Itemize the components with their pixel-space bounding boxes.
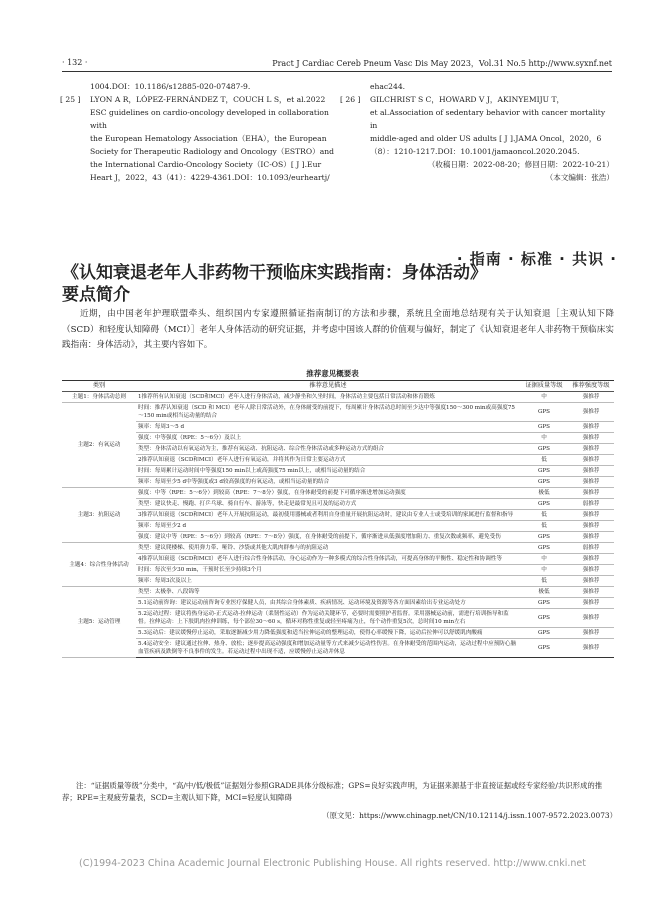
reference-entry: 1004.DOI：10.1186/s12885-020-07487-9. (90, 82, 251, 91)
table-row (62, 477, 614, 488)
evidence-grade-cell: 中 (520, 554, 568, 565)
evidence-grade-cell: GPS (520, 639, 568, 658)
section-banner: · 指南 · 标准 · 共识 · (456, 250, 617, 268)
references-left (60, 80, 336, 184)
evidence-grade-cell: 中 (520, 565, 568, 576)
reference-number: [ 25 ] (60, 95, 81, 104)
header-evidence-grade: 证据质量等级 (520, 381, 568, 392)
evidence-grade-cell: 低 (520, 521, 568, 532)
description-cell: 5.3运动后：建议缓慢停止运动，采取逐渐减少用力降低强度和适当拉伸运动的整理运动，使得心率缓慢下降，运动后拉伸可以舒缓肌肉酸痛 (136, 628, 520, 639)
description-cell: 5.1运动前咨询：建议运动前咨询专业医疗保健人员，由其综合身体素质、疾病情况、运动环境及资源等各方面因素给出专业运动处方 (136, 598, 520, 609)
description-cell: 时间：推荐认知衰退（SCD 和 MCI）老年人除日常活动外，在身体耐受的前提下，每周累计身体活动总时间至少达中等强度150～300 min或高强度75～150 min或相当运动量的结合 (136, 403, 520, 422)
evidence-grade-cell: 低 (520, 510, 568, 521)
description-cell: 时间：每周累计运动时间中等强度150 min以上或高强度75 min以上，或相当运动量的结合 (136, 466, 520, 477)
header-strength: 推荐强度等级 (568, 381, 614, 392)
description-cell: 5.2运动过程：建议将热身运动-正式运动-拉伸运动（柔韧性运动）作为运动关键环节，必要时需要照护者监督。采用器械运动前，需进行培训指导和监督。拉伸运动：上下肢肌肉拉伸训练，每个部位30～60 s，循环对称性重复或轻至疼痛为止，每个动作重复5次，总时间10 min左右 (136, 609, 520, 628)
evidence-grade-cell: 极低 (520, 488, 568, 499)
table-row (62, 565, 614, 576)
table-row (62, 403, 614, 422)
strength-cell: 强推荐 (568, 609, 614, 628)
strength-cell: 强推荐 (568, 466, 614, 477)
strength-cell: 强推荐 (568, 628, 614, 639)
strength-cell: 强推荐 (568, 455, 614, 466)
table-row (62, 521, 614, 532)
table-caption: 推荐意见概要表 (306, 369, 359, 378)
description-cell: 频率：每周3次及以上 (136, 576, 520, 587)
strength-cell: 强推荐 (568, 403, 614, 422)
reference-entry: [ 26 ] GILCHRIST S C，HOWARD V J，AKINYEMIJU T， et al.Association of sedentary behavior with cancer mortality in middle-aged and older US adults [ J ].JAMA Oncol，2020，6 （8）：1210-1217.DOI：10.1001/jamaoncol.2020.2045. (340, 95, 606, 156)
table-row (62, 576, 614, 587)
table-row (62, 598, 614, 609)
source-link[interactable]: （原文见：https://www.chinagp.net/CN/10.12114/j.issn.1007-9572.2023.0073） (322, 811, 617, 820)
table-row (62, 510, 614, 521)
journal-info: Pract J Cardiac Cereb Pneum Vasc Dis May 2023，Vol.31 No.5 http://www.syxnf.net (272, 59, 612, 68)
description-cell: 频率：每周至少5 d中等强度或3 d较高强度的有氧运动，或相当运动量的结合 (136, 477, 520, 488)
table-row (62, 639, 614, 658)
header-category: 类别 (62, 381, 136, 392)
evidence-grade-cell: GPS (520, 628, 568, 639)
description-cell: 时间：每次至少30 min，干预时长至少持续3个月 (136, 565, 520, 576)
table-row (62, 499, 614, 510)
reference-entry: ehac244. (370, 82, 406, 91)
category-cell: 主题5：运动管理 (62, 587, 136, 658)
evidence-grade-cell: GPS (520, 403, 568, 422)
evidence-grade-cell: GPS (520, 609, 568, 628)
strength-cell: 强推荐 (568, 488, 614, 499)
description-cell: 强度：中等（RPE：5～6分）到较高（RPE：7～8分）强度，在身体耐受的前提下可循序渐进增加运动强度 (136, 488, 520, 499)
editor-note: （本文编辑：张浩） (545, 173, 614, 182)
table-header-row (62, 381, 614, 392)
article-title: 《认知衰退老年人非药物干预临床实践指南：身体活动》 要点简介 (62, 263, 487, 305)
description-cell: 频率：每周3～5 d (136, 422, 520, 433)
description-cell: 4推荐认知衰退（SCD和MCI）老年人进行综合性身体活动，身心运动作为一种多模式的综合性身体活动，可提高身体的平衡性、稳定性和协调性等 (136, 554, 520, 565)
evidence-grade-cell: GPS (520, 598, 568, 609)
evidence-grade-cell: 中 (520, 433, 568, 444)
table-row (62, 466, 614, 477)
category-cell: 主题1：身体活动总则 (62, 392, 136, 403)
table-row (62, 433, 614, 444)
strength-cell: 强推荐 (568, 565, 614, 576)
strength-cell: 强推荐 (568, 422, 614, 433)
description-cell: 类型：身体活动以有氧运动为主，推荐有氧运动、抗阻运动、综合性身体活动或多种运动方式的组合 (136, 444, 520, 455)
evidence-grade-cell: GPS (520, 466, 568, 477)
strength-cell: 强推荐 (568, 554, 614, 565)
description-cell: 类型：建议爬楼梯、使用弹力带、哑铃、沙袋或其他大肌肉群参与的抗阻运动 (136, 543, 520, 554)
footer-watermark: (C)1994-2023 China Academic Journal Electronic Publishing House. All rights reserved. http://www.cnki.net (79, 858, 586, 869)
evidence-grade-cell: 低 (520, 455, 568, 466)
strength-cell: 强推荐 (568, 521, 614, 532)
description-cell: 频率：每周至少2 d (136, 521, 520, 532)
description-cell: 5.4运动安全：建议通过拉伸、热身、放松；逐步提高运动强度和增加运动量等方式来减少运动性伤害。在身体耐受的范围内运动，运动过程中应预防心脑血管疾病及跌倒等不良事件的发生。若运动过程中出现不适，应缓慢停止运动并休息 (136, 639, 520, 658)
description-cell: 1推荐所有认知衰退（SCD和MCI）老年人进行身体活动，减少静坐和久坐时间，身体活动主要包括日常活动和体育锻炼 (136, 392, 520, 403)
page-number: · 132 · (62, 58, 88, 67)
table-row (62, 628, 614, 639)
category-cell: 主题4：综合性身体活动 (62, 543, 136, 587)
table-row (62, 532, 614, 543)
strength-cell: 强推荐 (568, 639, 614, 658)
evidence-grade-cell: 极低 (520, 587, 568, 598)
header-rule (62, 71, 612, 72)
recommendation-table (62, 380, 614, 658)
strength-cell: 弱推荐 (568, 499, 614, 510)
table-row (62, 609, 614, 628)
table-row (62, 587, 614, 598)
evidence-grade-cell: GPS (520, 422, 568, 433)
evidence-grade-cell: GPS (520, 499, 568, 510)
evidence-grade-cell: 低 (520, 576, 568, 587)
strength-cell: 弱推荐 (568, 543, 614, 554)
description-cell: 3推荐认知衰退（SCD和MCI）老年人开展抗阻运动，最初使用器械或者利用自身重量开展抗阻运动时，建议由专业人士或受培训的家属进行监督和指导 (136, 510, 520, 521)
intro-paragraph: 近期，由中国老年护理联盟牵头、组织国内专家遵照循证指南制订的方法和步骤，系统且全面地总结现有关于认知衰退［主观认知下降（SCD）和轻度认知障碍（MCI）］老年人身体活动的研究证据，并考虑中国该人群的价值观与偏好，制定了《认知衰退老年人非药物干预临床实践指南：身体活动》，其主要内容如下。 (62, 309, 614, 350)
table-row (62, 554, 614, 565)
strength-cell: 强推荐 (568, 433, 614, 444)
table-row (62, 488, 614, 499)
evidence-grade-cell: 中 (520, 392, 568, 403)
table-row (62, 392, 614, 403)
header-description: 推荐意见描述 (136, 381, 520, 392)
evidence-grade-cell: GPS (520, 477, 568, 488)
strength-cell: 强推荐 (568, 587, 614, 598)
table-row (62, 444, 614, 455)
category-cell: 主题3：抗阻运动 (62, 488, 136, 543)
table-row (62, 543, 614, 554)
strength-cell: 强推荐 (568, 477, 614, 488)
evidence-grade-cell: GPS (520, 543, 568, 554)
references-right (340, 80, 614, 184)
category-cell: 主题2：有氧运动 (62, 403, 136, 488)
description-cell: 类型：太极拳、八段锦等 (136, 587, 520, 598)
table-note: 注：“证据质量等级”分类中，“高/中/低/极低”证据划分参照GRADE具体分级标准；GPS=良好实践声明，为证据来源基于非直接证据或经专家经验/共识形成的推荐；RPE=主观疲劳量表，SCD=主观认知下降，MCI=轻度认知障碍 (62, 781, 603, 802)
table-row (62, 422, 614, 433)
strength-cell: 强推荐 (568, 510, 614, 521)
evidence-grade-cell: GPS (520, 444, 568, 455)
reference-number: [ 26 ] (340, 95, 361, 104)
strength-cell: 强推荐 (568, 598, 614, 609)
description-cell: 强度：建议中等（RPE：5～6分）到较高（RPE：7～8分）强度，在身体耐受的前提下，循序渐进从低强度增加阻力、重复次数或频率，避免受伤 (136, 532, 520, 543)
description-cell: 强度：中等强度（RPE：5～6分）及以上 (136, 433, 520, 444)
received-dates: （收稿日期：2022-08-20；修回日期：2022-10-21） (427, 160, 614, 169)
description-cell: 2推荐认知衰退（SCD和MCI）老年人进行有氧运动，并将其作为日常主要运动方式 (136, 455, 520, 466)
strength-cell: 强推荐 (568, 532, 614, 543)
description-cell: 类型：建议快走、慢跑、打乒乓球、骑自行车、游泳等，快走是最常见且可及的运动方式 (136, 499, 520, 510)
strength-cell: 强推荐 (568, 576, 614, 587)
strength-cell: 强推荐 (568, 392, 614, 403)
reference-entry: [ 25 ] LYON A R，LÓPEZ-FERNÁNDEZ T，COUCH L S，et al.2022 ESC guidelines on cardio-oncology developed in collaboration with the European Hematology Association（EHA），the European Society for Therapeutic Radiology and Oncology（ESTRO）and the International Cardio-Oncology Society（IC-OS）[ J ].Eur Heart J，2022，43（41）：4229-4361.DOI：10.1093/eurheartj/ (60, 95, 334, 182)
table-row (62, 455, 614, 466)
evidence-grade-cell: GPS (520, 532, 568, 543)
strength-cell: 强推荐 (568, 444, 614, 455)
